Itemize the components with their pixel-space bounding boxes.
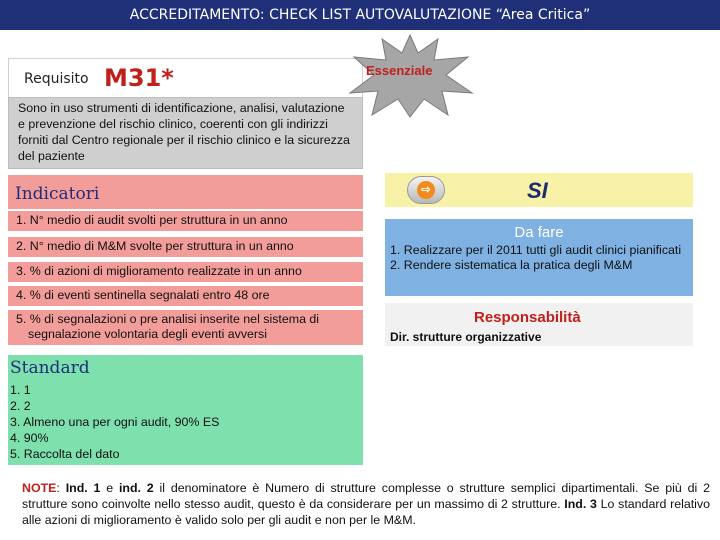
note-ind1: Ind. 1 [65, 481, 101, 495]
da-fare-title: Da fare [514, 224, 564, 241]
indicatore-5: 5. % di segnalazioni o pre analisi inserite nel sistema di segnalazione volontaria degli eventi avversi [8, 310, 363, 345]
responsabilita-value: Dir. strutture organizzative [390, 330, 542, 344]
indicatore-4: 4. % di eventi sentinella segnalati entro 48 ore [8, 286, 363, 306]
note-text-3: Lo standard relativo alle azioni di miglioramento è valido solo per gli audit e non per le M&M. [22, 497, 711, 527]
note-label: NOTE [22, 481, 57, 495]
standard-item-4: 4. 90% [10, 431, 49, 445]
da-fare-item-1: 1. Realizzare per il 2011 tutti gli audit clinici pianificati [390, 243, 682, 257]
indicatore-2: 2. N° medio di M&M svolte per struttura in un anno [8, 237, 363, 257]
responsabilita-title: Responsabilità [474, 309, 581, 326]
note-and: e [100, 481, 119, 495]
standard-item-5: 5. Raccolta del dato [10, 447, 120, 461]
page-title: ACCREDITAMENTO: CHECK LIST AUTOVALUTAZIONE “Area Critica” [0, 0, 720, 30]
arrow-right-icon: ⇨ [417, 181, 435, 199]
requisito-description: Sono in uso strumenti di identificazione, analisi, valutazione e prevenzione del rischio clinico, coerenti con gli indirizzi forniti dal Centro regionale per il rischio clinico e la sicurezza del paziente [8, 97, 363, 169]
note-text-2: il denominatore è Numero di strutture complesse o strutture semplici dipartimentali. Se più di 2 strutture sono coinvolte nello stesso audit, questo è da considerare per un massimo di 2 strutture. [22, 481, 710, 511]
indicatore-3: 3. % di azioni di miglioramento realizzate in un anno [8, 262, 363, 282]
da-fare-list [390, 243, 690, 272]
standard-label: Standard [10, 358, 90, 378]
standard-item-2: 2. 2 [10, 399, 31, 413]
indicatori-label: Indicatori [15, 184, 100, 204]
da-fare-item-2: 2. Rendere sistematica la pratica degli M&M [390, 257, 633, 272]
indicatore-1: 1. N° medio di audit svolti per struttura in un anno [8, 211, 363, 231]
note-paragraph [22, 480, 710, 528]
esito-value: SI [527, 178, 548, 203]
requisito-code: M31* [104, 64, 174, 92]
note-text-1: : [56, 481, 66, 495]
essenziale-badge: Essenziale [366, 63, 433, 78]
standard-item-1: 1. 1 [10, 383, 31, 397]
note-ind3: Ind. 3 [564, 497, 597, 511]
standard-list [10, 382, 219, 462]
requisito-label: Requisito [24, 71, 89, 87]
note-ind2: ind. 2 [118, 481, 154, 495]
standard-item-3: 3. Almeno una per ogni audit, 90% ES [10, 415, 220, 429]
